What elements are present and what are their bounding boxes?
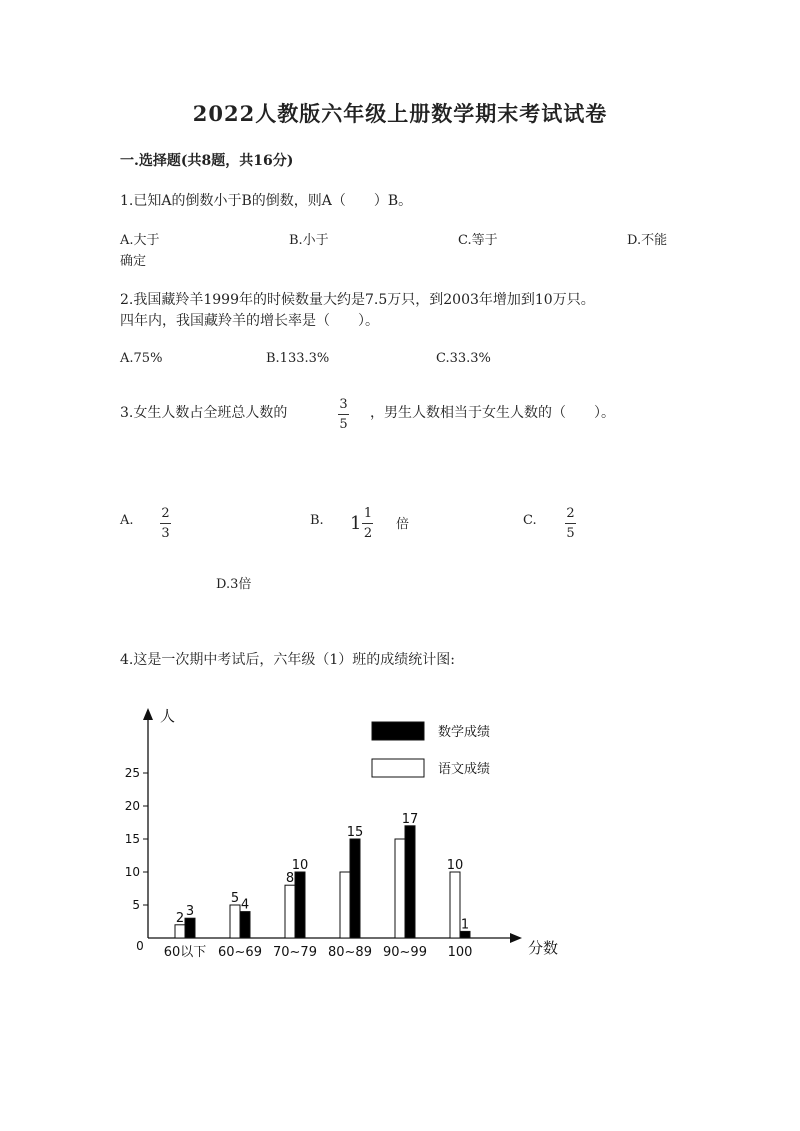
fraction-denominator: 2 — [363, 526, 373, 541]
y-tick-label: 5 — [132, 898, 140, 912]
x-tick-label: 60以下 — [163, 945, 207, 960]
y-tick-label: 20 — [124, 799, 140, 813]
legend-label-chinese: 语文成绩 — [438, 762, 491, 777]
legend-swatch-chinese — [372, 759, 424, 777]
question-2-line-1: 2.我国藏羚羊1999年的时候数量大约是7.5万只，到2003年增加到10万只。 — [120, 292, 595, 308]
q3-option-c-label: C. — [523, 513, 537, 528]
question-1-stem: 1.已知A的倒数小于B的倒数，则A（ ）B。 — [120, 193, 413, 209]
bar-chinese — [175, 925, 185, 938]
bar-math — [405, 826, 415, 938]
page-title: 2022人教版六年级上册数学期末考试试卷 — [192, 101, 608, 126]
bar-math — [185, 918, 195, 938]
q3-option-a-label: A. — [120, 513, 134, 528]
fraction-numerator: 2 — [161, 506, 170, 521]
q3-option-b-suffix: 倍 — [396, 517, 410, 532]
fraction-numerator: 1 — [363, 506, 373, 521]
x-axis-label: 分数 — [528, 939, 559, 957]
bar-math — [240, 912, 250, 938]
legend-swatch-math — [372, 722, 424, 740]
q1-option-a: A.大于 — [120, 233, 160, 248]
q3-option-b-label: B. — [310, 513, 324, 528]
bar-chinese — [395, 839, 405, 938]
section-heading: 一.选择题(共8题，共16分) — [120, 153, 294, 169]
q3-option-b-mixed-number — [350, 507, 373, 540]
y-tick-label: 25 — [124, 766, 140, 780]
fraction-bar — [338, 414, 349, 415]
data-label-chinese: 2 — [175, 910, 185, 926]
x-tick-label: 60~69 — [218, 945, 262, 960]
data-label-math: 1 — [460, 917, 470, 933]
x-tick-label: 70~79 — [273, 945, 317, 960]
y-axis-arrow — [143, 708, 153, 720]
y-axis-label: 人 — [160, 707, 176, 725]
q2-option-a: A.75% — [120, 351, 163, 366]
data-label-math: 15 — [346, 825, 364, 840]
mixed-number-whole: 1 — [350, 513, 362, 534]
question-4-stem: 4.这是一次期中考试后，六年级（1）班的成绩统计图: — [120, 652, 455, 668]
data-label-math: 3 — [185, 904, 195, 920]
bar-math — [350, 839, 360, 938]
question-3-stem-after: ，男生人数相当于女生人数的（ ）。 — [370, 405, 615, 421]
q2-option-c: C.33.3% — [436, 351, 491, 366]
fraction-numerator: 2 — [566, 506, 575, 521]
q2-option-b: B.133.3% — [266, 351, 330, 366]
q1-option-d: D.不能 — [627, 233, 668, 248]
q3-option-c-fraction — [565, 507, 576, 540]
bar-chinese — [285, 885, 295, 938]
question-3-stem-before: 3.女生人数占全班总人数的 — [120, 405, 288, 421]
question-2-line-2: 四年内，我国藏羚羊的增长率是（ ）。 — [120, 313, 379, 329]
score-bar-chart — [110, 700, 570, 970]
q3-stem-fraction — [338, 398, 349, 431]
fraction-bar — [565, 523, 576, 524]
mixed-number-fraction — [362, 507, 373, 540]
q1-option-c: C.等于 — [458, 233, 498, 248]
fraction-denominator: 5 — [566, 526, 575, 541]
origin-label: 0 — [136, 939, 144, 953]
fraction-denominator: 3 — [161, 526, 170, 541]
q1-option-b: B.小于 — [289, 233, 329, 248]
fraction-bar — [362, 523, 373, 524]
y-tick-label: 15 — [124, 832, 140, 846]
data-label-chinese: 5 — [230, 891, 240, 906]
data-label-chinese: 10 — [446, 858, 464, 873]
fraction-denominator: 5 — [339, 417, 348, 432]
x-tick-label: 80~89 — [328, 945, 372, 960]
fraction-numerator: 3 — [339, 397, 348, 412]
data-label-chinese: 8 — [285, 871, 295, 887]
fraction-bar — [160, 523, 171, 524]
q3-option-a-fraction — [160, 507, 171, 540]
bar-chinese — [230, 905, 240, 938]
q3-option-d: D.3倍 — [216, 577, 252, 592]
legend-label-math: 数学成绩 — [438, 725, 491, 740]
x-tick-label: 100 — [447, 945, 473, 960]
q1-option-d-wrap: 确定 — [120, 254, 147, 269]
bar-chinese — [340, 872, 350, 938]
bar-math — [295, 872, 305, 938]
data-label-math: 10 — [291, 858, 309, 873]
x-tick-label: 90~99 — [383, 945, 427, 960]
bar-chinese — [450, 872, 460, 938]
data-label-math: 4 — [240, 897, 250, 913]
x-axis-arrow — [510, 933, 522, 943]
data-label-math: 17 — [401, 811, 419, 827]
y-tick-label: 10 — [124, 865, 140, 879]
